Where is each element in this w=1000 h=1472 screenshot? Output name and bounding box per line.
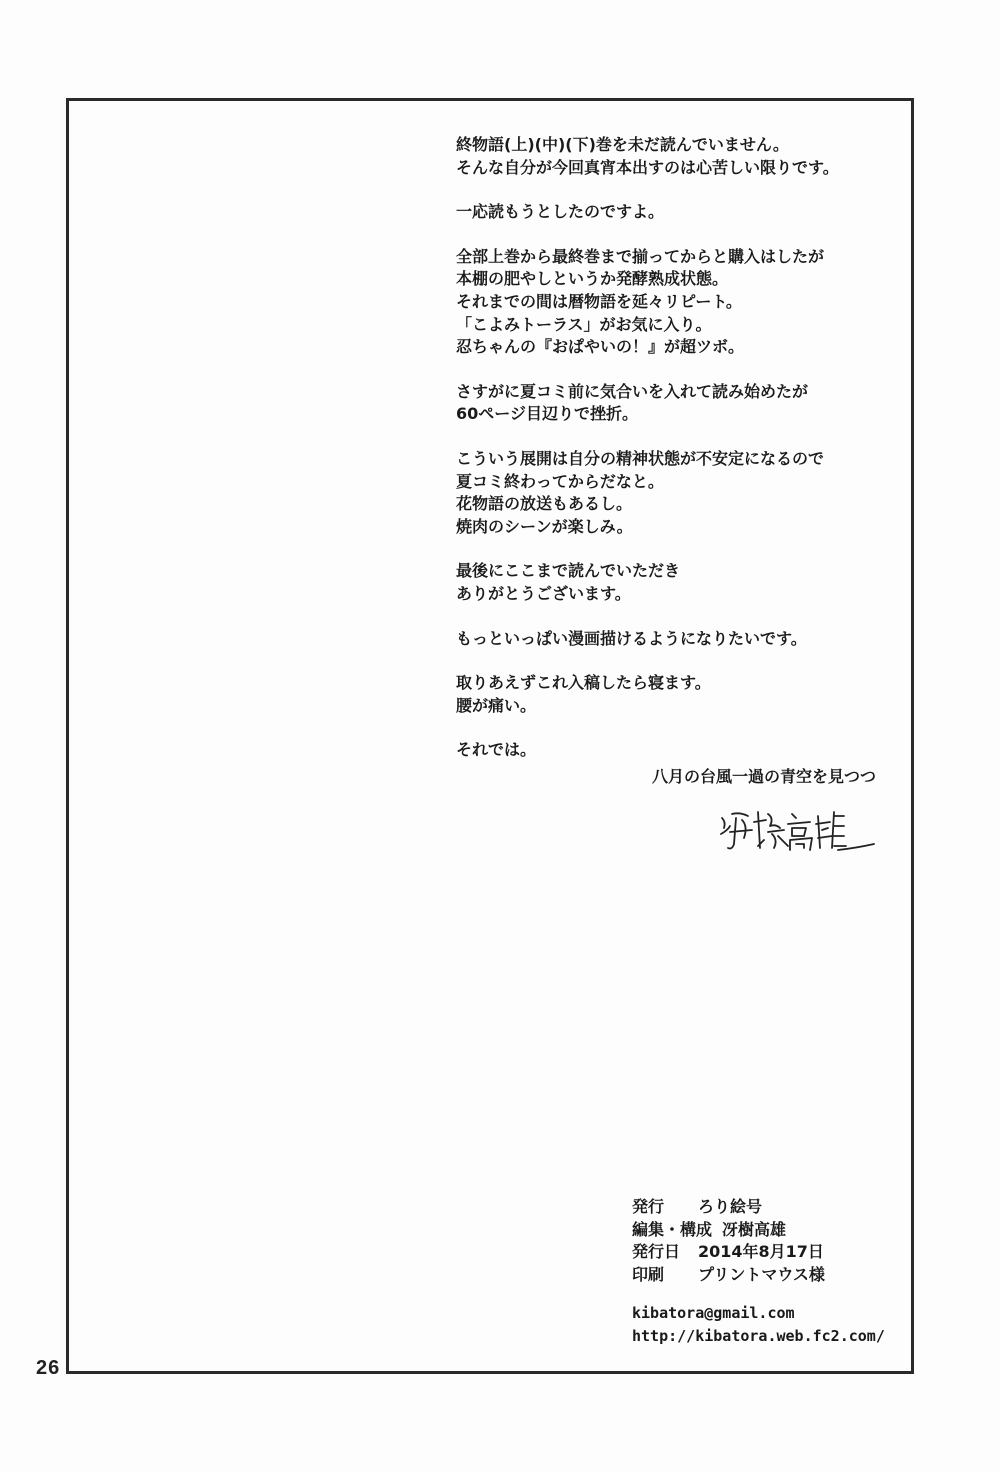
- afterword-line: 終物語(上)(中)(下)巻を未だ読んでいません。: [456, 135, 789, 154]
- colophon-label: 発行日: [632, 1242, 681, 1262]
- colophon-value: 冴樹高雄: [722, 1219, 787, 1239]
- afterword-paragraph: [456, 560, 896, 605]
- afterword-line: 忍ちゃんの『おぱやいの！』が超ツボ。: [456, 337, 745, 357]
- afterword-line: 最後にここまで読んでいただき: [456, 561, 681, 581]
- contact-info: [632, 1302, 885, 1348]
- afterword-paragraph: [456, 628, 896, 651]
- dateline: 八月の台風一過の青空を見つつ: [651, 767, 876, 786]
- afterword-paragraph: [456, 672, 896, 717]
- colophon-value: ろり絵号: [698, 1197, 763, 1216]
- colophon-label: 印刷: [632, 1264, 665, 1284]
- afterword-paragraph: [456, 201, 896, 224]
- afterword-line: 60ページ目辺りで挫折。: [456, 404, 638, 424]
- afterword-line: ありがとうございます。: [456, 583, 631, 603]
- colophon-row-editor: [632, 1219, 825, 1242]
- colophon-row-printer: [632, 1264, 825, 1287]
- colophon-value: プリントマウス様: [698, 1264, 825, 1284]
- afterword-line: 全部上巻から最終巻まで揃ってからと購入はしたが: [456, 246, 825, 266]
- contact-email: kibatora@gmail.com: [632, 1304, 795, 1322]
- colophon-value: 2014年8月17日: [698, 1242, 824, 1262]
- afterword-line: そんな自分が今回真宵本出すのは心苦しい限りです。: [456, 157, 839, 177]
- afterword-line: 焼肉のシーンが楽しみ。: [456, 516, 633, 536]
- colophon-label: 編集・構成: [632, 1219, 713, 1239]
- afterword-paragraph: [456, 448, 896, 538]
- colophon: [632, 1196, 825, 1286]
- afterword-line: 花物語の放送もあるし。: [456, 494, 633, 514]
- signature-drawing: [718, 804, 878, 856]
- afterword-line: さすがに夏コミ前に気合いを入れて読み始めたが: [456, 381, 809, 401]
- afterword-line: 一応読もうとしたのですよ。: [456, 202, 665, 222]
- contact-url: http://kibatora.web.fc2.com/: [632, 1327, 885, 1345]
- afterword-paragraph: [456, 246, 896, 359]
- afterword-paragraph: [456, 134, 896, 179]
- colophon-row-date: [632, 1241, 825, 1264]
- afterword-paragraph: [456, 739, 896, 762]
- colophon-label: 発行: [632, 1197, 665, 1216]
- handwritten-signature: [718, 804, 878, 856]
- afterword-line: 「こよみトーラス」がお気に入り。: [456, 314, 712, 334]
- page-number: 26: [36, 1357, 61, 1379]
- afterword-line: 腰が痛い。: [456, 695, 537, 715]
- afterword-line: もっといっぱい漫画描けるようになりたいです。: [456, 628, 807, 648]
- afterword-text: [456, 134, 896, 784]
- afterword-line: 本棚の肥やしというか発酵熟成状態。: [456, 269, 729, 289]
- afterword-line: こういう展開は自分の精神状態が不安定になるので: [456, 448, 825, 468]
- afterword-line: それまでの間は暦物語を延々リピート。: [456, 291, 742, 311]
- afterword-line: 取りあえずこれ入稿したら寝ます。: [456, 673, 711, 693]
- afterword-line: 夏コミ終わってからだなと。: [456, 471, 664, 491]
- afterword-line: それでは。: [456, 740, 537, 760]
- afterword-paragraph: [456, 381, 896, 426]
- colophon-row-publisher: [632, 1196, 825, 1219]
